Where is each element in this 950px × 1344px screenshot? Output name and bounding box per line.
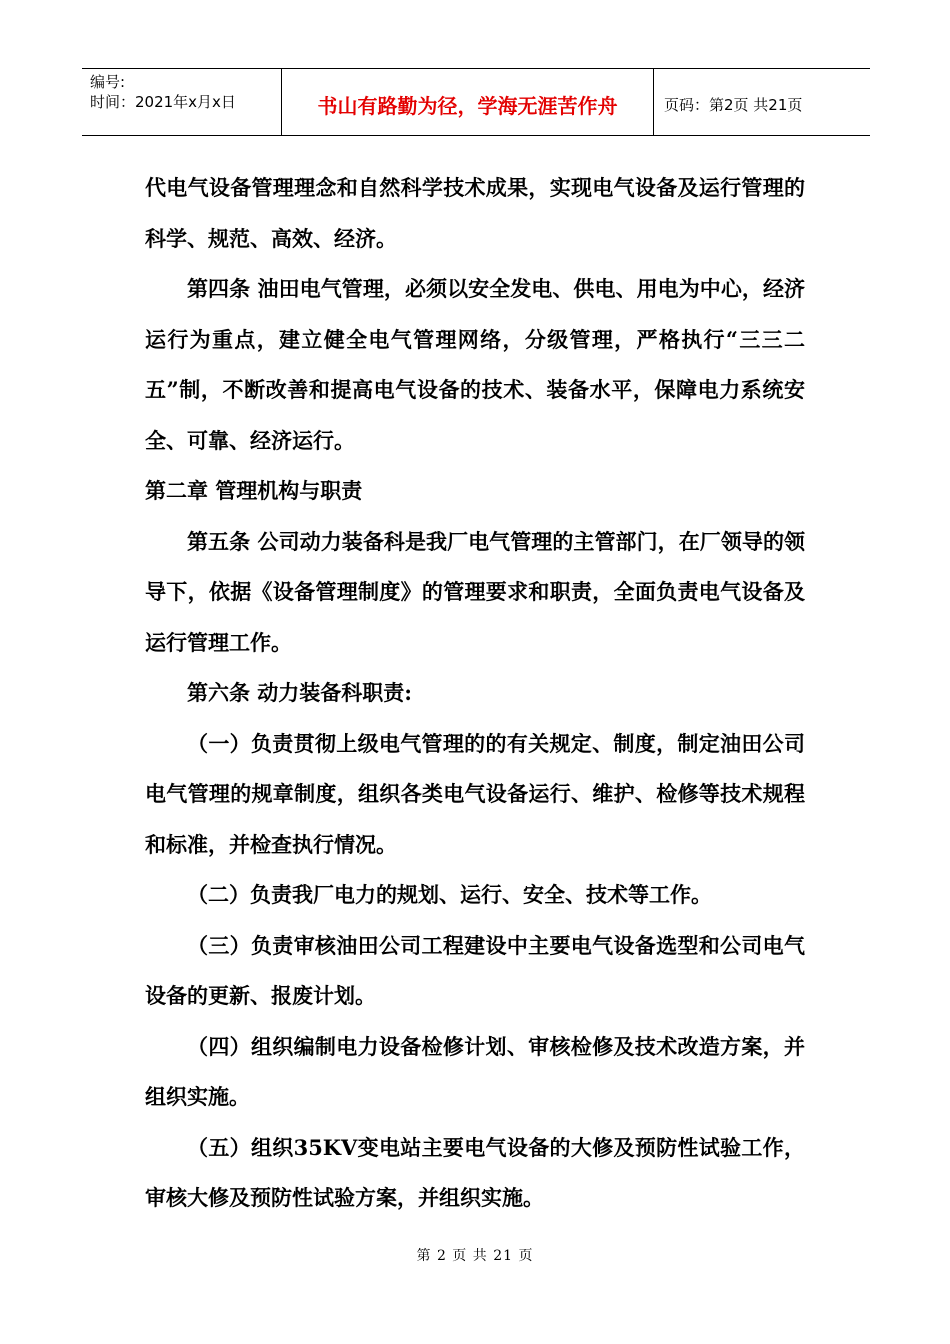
document-body [145, 163, 805, 1224]
page-header [82, 68, 870, 136]
doc-number-label: 编号: [90, 73, 126, 91]
header-motto: 书山有路勤为径，学海无涯苦作舟 [282, 69, 654, 135]
header-meta [82, 69, 282, 135]
duty-item-4: （四）组织编制电力设备检修计划、审核检修及技术改造方案，并组织实施。 [145, 1033, 805, 1109]
duty-item-5: （五）组织35KV变电站主要电气设备的大修及预防性试验工作，审核大修及预防性试验方案，并组织实施。 [145, 1134, 805, 1210]
page-footer: 第 2 页 共 21 页 [416, 1248, 534, 1264]
chapter-2-heading: 第二章 管理机构与职责 [145, 478, 363, 503]
paragraph-continuation: 代电气设备管理理念和自然科学技术成果，实现电气设备及运行管理的科学、规范、高效、经济。 [145, 175, 805, 251]
duty-item-2: （二）负责我厂电力的规划、运行、安全、技术等工作。 [187, 882, 712, 907]
header-page-number: 页码：第2页 共21页 [664, 95, 803, 114]
article-6: 第六条 动力装备科职责: [187, 680, 413, 705]
article-4: 第四条 油田电气管理，必须以安全发电、供电、用电为中心，经济运行为重点，建立健全电气管理网络，分级管理，严格执行“三三二五”制，不断改善和提高电气设备的技术、装备水平，保障电力系统安全、可靠、经济运行。 [145, 276, 805, 453]
duty-item-1: （一）负责贯彻上级电气管理的的有关规定、制度，制定油田公司电气管理的规章制度，组织各类电气设备运行、维护、检修等技术规程和标准，并检查执行情况。 [145, 730, 805, 857]
duty-item-3: （三）负责审核油田公司工程建设中主要电气设备选型和公司电气设备的更新、报废计划。 [145, 932, 805, 1008]
doc-time-label: 时间：2021年x月x日 [90, 93, 236, 111]
article-5: 第五条 公司动力装备科是我厂电气管理的主管部门，在厂领导的领导下，依据《设备管理制度》的管理要求和职责，全面负责电气设备及运行管理工作。 [145, 528, 805, 655]
